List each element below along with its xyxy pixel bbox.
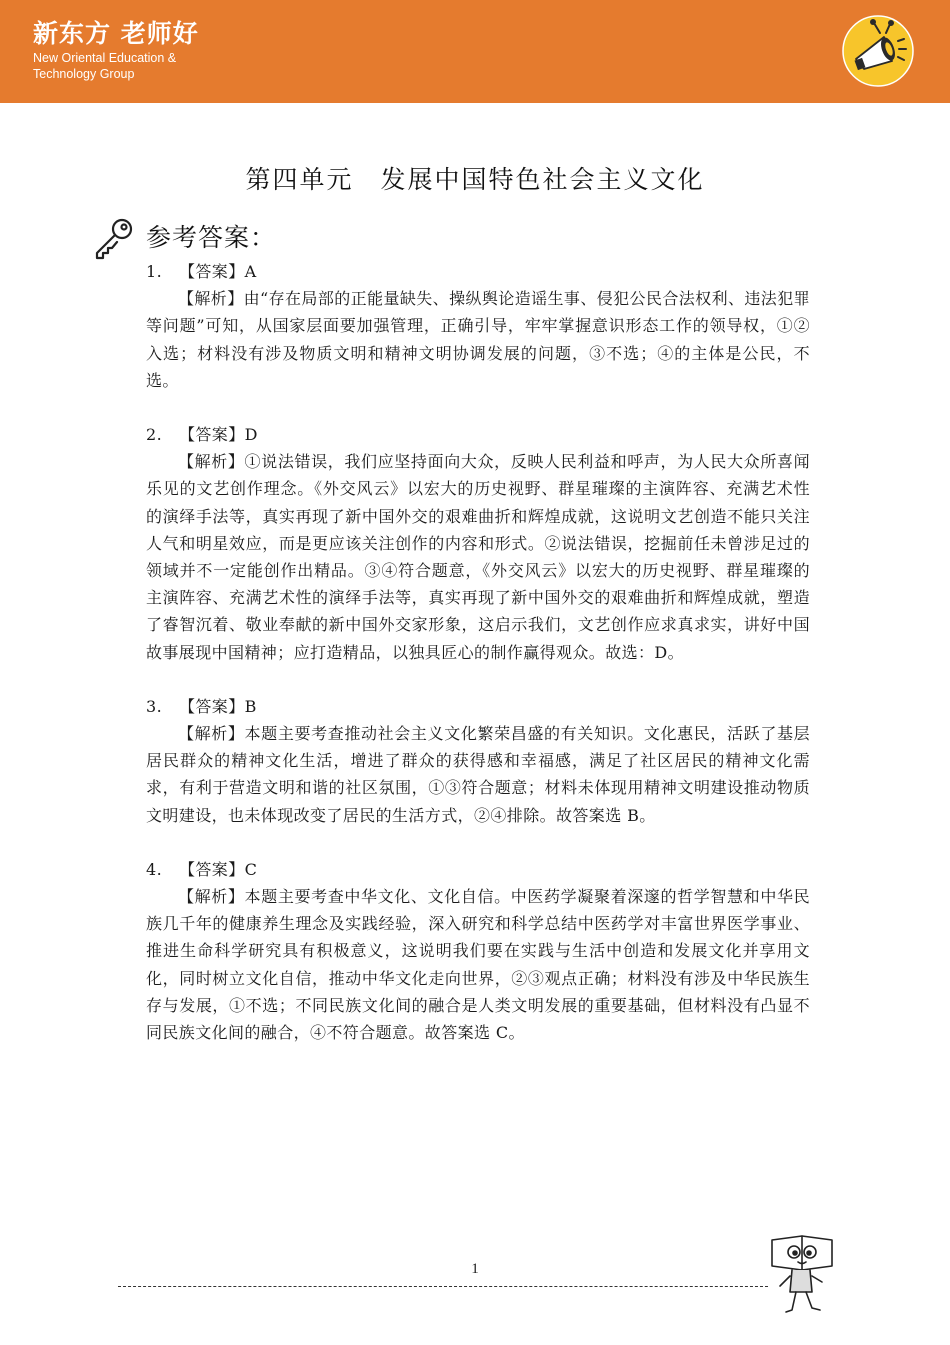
- analysis-text: 【解析】本题主要考查推动社会主义文化繁荣昌盛的有关知识。文化惠民，活跃了基层居民群众的精神文化生活，增进了群众的获得感和幸福感，满足了社区居民的精神文化需求，有利于营造文明和谐的社区氛围，①③符合题意；材料未体现用精神文明建设推动物质文明建设，也未体现改变了居民的生活方式，②④排除。故答案选 B。: [146, 724, 810, 825]
- analysis-text: 【解析】由“存在局部的正能量缺失、操纵舆论造谣生事、侵犯公民合法权利、违法犯罪等问题”可知，从国家层面要加强管理，正确引导，牢牢掌握意识形态工作的领导权，①②入选；材料没有涉及物质文明和精神文明协调发展的问题，③不选；④的主体是公民，不选。: [146, 289, 810, 390]
- brand-en-line-2: Technology Group: [33, 67, 135, 81]
- analysis-text: 【解析】①说法错误，我们应坚持面向大众，反映人民利益和呼声，为人民大众所喜闻乐见的文艺创作理念。《外交风云》以宏大的历史视野、群星璀璨的主演阵容、充满艺术性的演绎手法等，真实再现了新中国外交的艰难曲折和辉煌成就，这说明文艺创造不能只关注人气和明星效应，而是更应该关注创作的内容和形式。②说法错误，挖掘前任未曾涉足过的领域并不一定能创作出精品。③④符合题意，《外交风云》以宏大的历史视野、群星璀璨的主演阵容、充满艺术性的演绎手法等，真实再现了新中国外交的艰难曲折和辉煌成就，塑造了睿智沉着、敬业奉献的新中国外交家形象，这启示我们，文艺创作应求真求实，讲好中国故事展现中国精神；应打造精品，以独具匠心的制作赢得观众。故选：D。: [146, 452, 810, 662]
- brand-name-cn: 新东方 老师好: [33, 19, 199, 48]
- brand-en-line-1: New Oriental Education &: [33, 51, 177, 65]
- answer-value: 【答案】D: [179, 425, 258, 445]
- page-number: 1: [471, 1261, 479, 1277]
- answer-item-2: [146, 421, 810, 666]
- question-number: 2.: [146, 425, 163, 445]
- question-number: 3.: [146, 696, 163, 716]
- answer-line: [146, 421, 810, 448]
- answer-item-3: [146, 693, 810, 829]
- section-title: 参考答案：: [146, 223, 277, 252]
- document-title: 第四单元 发展中国特色社会主义文化: [245, 165, 705, 194]
- megaphone-logo-icon: [842, 15, 914, 87]
- answer-value: 【答案】A: [179, 262, 257, 281]
- answer-item-4: [146, 856, 810, 1046]
- key-icon: [92, 216, 136, 260]
- reading-mascot-icon: [768, 1232, 836, 1318]
- header-banner: [0, 0, 950, 103]
- question-number: 4.: [146, 859, 163, 879]
- answer-value: 【答案】C: [179, 859, 258, 879]
- answer-line: [146, 693, 810, 720]
- brand-name-en: [33, 50, 233, 82]
- answer-line: [146, 258, 810, 285]
- question-number: 1.: [146, 262, 163, 281]
- footer-divider: [118, 1286, 768, 1287]
- answer-list: [146, 258, 810, 1073]
- answer-value: 【答案】B: [179, 696, 257, 716]
- answer-line: [146, 856, 810, 883]
- answer-item-1: [146, 258, 810, 394]
- analysis-text: 【解析】本题主要考查中华文化、文化自信。中医药学凝聚着深邃的哲学智慧和中华民族几千年的健康养生理念及实践经验，深入研究和科学总结中医药学对丰富世界医学事业、推进生命科学研究具有积极意义，这说明我们要在实践与生活中创造和发展文化并享用文化，同时树立文化自信，推动中华文化走向世界，②③观点正确；材料没有涉及中华民族生存与发展，①不选；不同民族文化间的融合是人类文明发展的重要基础，但材料没有凸显不同民族文化间的融合，④不符合题意。故答案选 C。: [146, 887, 810, 1043]
